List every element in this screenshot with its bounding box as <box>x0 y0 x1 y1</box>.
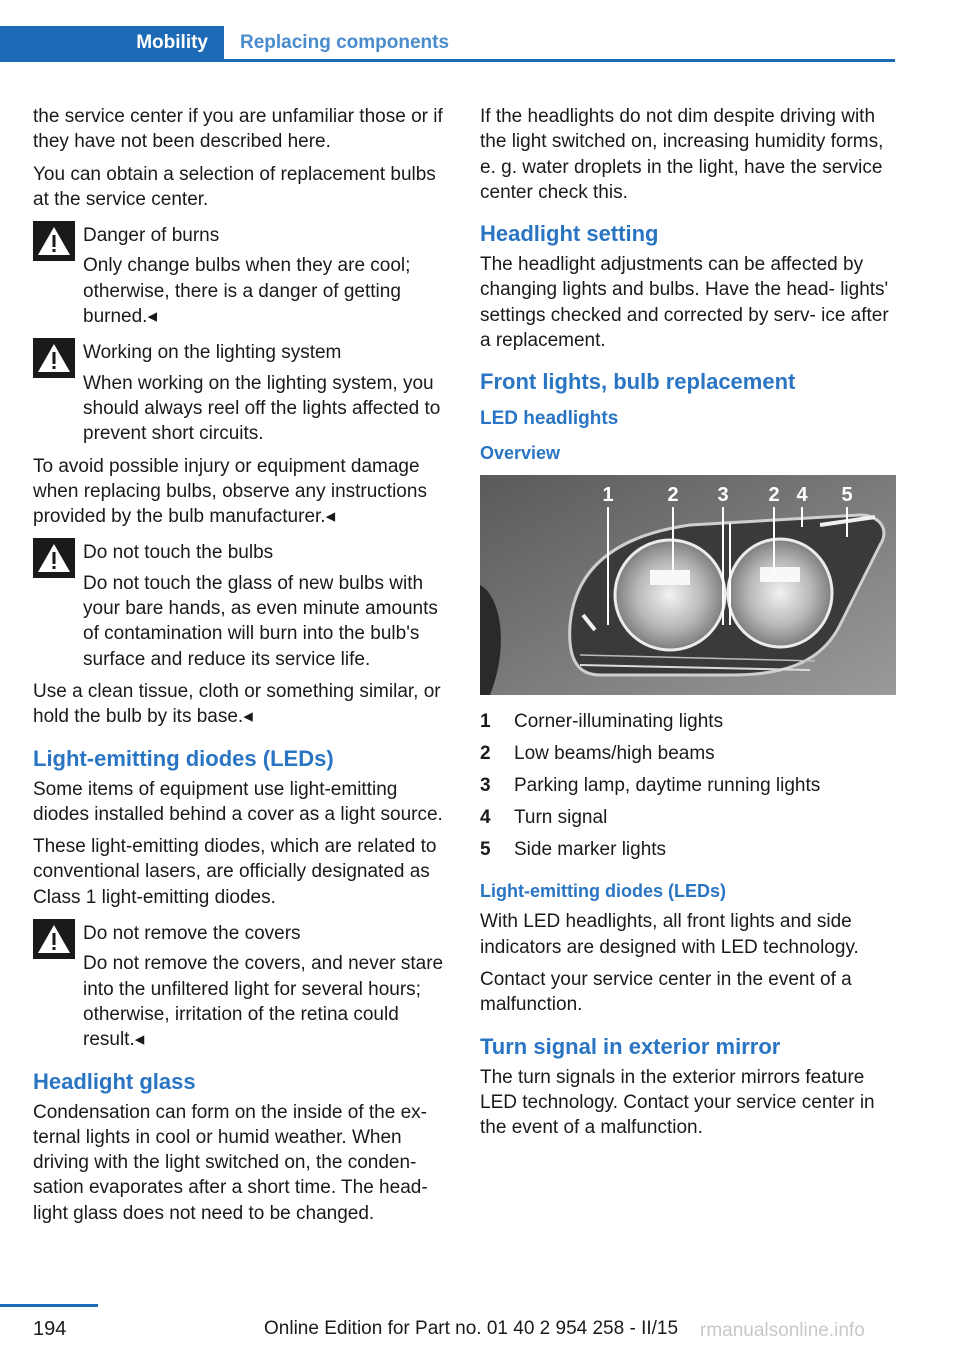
page-number: 194 <box>33 1318 67 1340</box>
page-header <box>0 26 895 62</box>
warning-title: Working on the lighting system <box>83 342 342 364</box>
headlight-figure <box>480 475 896 695</box>
warning-body: When working on the lighting system, you should always reel off the lights affected to prevent short circuits. <box>83 372 441 445</box>
warning-triangle-icon <box>33 538 75 578</box>
watermark: rmanualsonline.info <box>700 1320 865 1341</box>
list-item: 1 Corner-illuminating lights <box>480 711 724 733</box>
paragraph: Some items of equipment use light-emitting diodes installed behind a cover as a light source. <box>33 778 443 825</box>
list-item: 2 Low beams/high beams <box>480 743 715 765</box>
headlight-illustration <box>480 475 896 695</box>
warning-body: Do not remove the covers, and never stare into the unfiltered light for several hours; otherwise, irritation of the retina could result.◂ <box>83 953 444 1051</box>
warning-burns <box>33 223 451 329</box>
figure-label: 3 <box>717 484 729 507</box>
warning-body: Do not touch the glass of new bulbs with your bare hands, as even minute amounts of contamination will burn into the bulb's surface and reduce its service life. <box>83 572 438 670</box>
warning-title: Danger of burns <box>83 225 220 247</box>
left-column <box>33 104 451 1233</box>
paragraph: Contact your service center in the event of a malfunction. <box>480 968 852 1016</box>
heading-front-lights: Front lights, bulb replacement <box>480 369 796 395</box>
footer-rule <box>0 1304 98 1307</box>
figure-label: 2 <box>768 484 780 507</box>
list-item: 3 Parking lamp, daytime running lights <box>480 775 821 797</box>
warning-triangle-icon <box>33 919 75 959</box>
list-item: 5 Side marker lights <box>480 839 667 861</box>
section-tab[interactable]: Mobility <box>0 26 224 60</box>
right-column <box>480 104 896 1147</box>
paragraph: Use a clean tissue, cloth or something similar, or hold the bulb by its base.◂ <box>33 680 441 728</box>
warning-triangle-icon <box>33 338 75 378</box>
warning-body: Only change bulbs when they are cool; otherwise, there is a danger of getting burned.◂ <box>83 255 411 328</box>
figure-label: 1 <box>602 484 614 507</box>
paragraph: The turn signals in the exterior mirrors feature LED technology. Contact your service center in the event of a malfunction. <box>480 1066 875 1139</box>
heading-headlight-setting: Headlight setting <box>480 221 659 247</box>
heading-turn-signal-mirror: Turn signal in exterior mirror <box>480 1033 781 1059</box>
heading-leds-right: Light-emitting diodes (LEDs) <box>480 881 726 902</box>
heading-leds: Light-emitting diodes (LEDs) <box>33 745 334 771</box>
paragraph: These light-emitting diodes, which are related to conventional lasers, are officially designated as Class 1 light-emitting diodes. <box>33 836 437 908</box>
warning-bulbs <box>33 540 451 671</box>
figure-label: 2 <box>667 484 679 507</box>
heading-overview: Overview <box>480 443 561 464</box>
figure-label: 4 <box>796 484 808 507</box>
warning-covers <box>33 921 451 1052</box>
paragraph: Condensation can form on the inside of the ex‐ ternal lights in cool or humid weather. When driving with the light switched on, the conden‐ sation evaporates after a short time. The head‐ light glass does not need to be changed. <box>33 1101 428 1224</box>
paragraph: You can obtain a selection of replacement bulbs at the service center. <box>33 163 436 210</box>
warning-title: Do not remove the covers <box>83 923 301 945</box>
heading-led-headlights: LED headlights <box>480 408 619 430</box>
paragraph: the service center if you are unfamiliar those or if they have not been described here. <box>33 106 443 153</box>
paragraph: The headlight adjustments can be affected by changing lights and bulbs. Have the head‐ lights' settings checked and corrected by serv‐ ice after a replacement. <box>480 254 889 352</box>
paragraph: To avoid possible injury or equipment damage when replacing bulbs, observe any instructions provided by the bulb manufacturer.◂ <box>33 455 427 528</box>
edition-label: Online Edition for Part no. 01 40 2 954 258 - II/15 <box>264 1318 679 1339</box>
heading-headlight-glass: Headlight glass <box>33 1068 196 1094</box>
figure-label: 5 <box>841 484 853 507</box>
paragraph: If the headlights do not dim despite driving with the light switched on, increasing humidity forms, e. g. water droplets in the light, have the service center check this. <box>480 106 884 203</box>
header-rule <box>0 59 895 62</box>
warning-lighting-system <box>33 340 451 446</box>
subsection-tab[interactable]: Replacing components <box>240 32 450 53</box>
list-item: 4 Turn signal <box>480 807 608 829</box>
warning-triangle-icon <box>33 221 75 261</box>
figure-legend <box>480 709 896 869</box>
warning-title: Do not touch the bulbs <box>83 542 274 564</box>
paragraph: With LED headlights, all front lights and side indicators are designed with LED technology. <box>480 911 859 958</box>
